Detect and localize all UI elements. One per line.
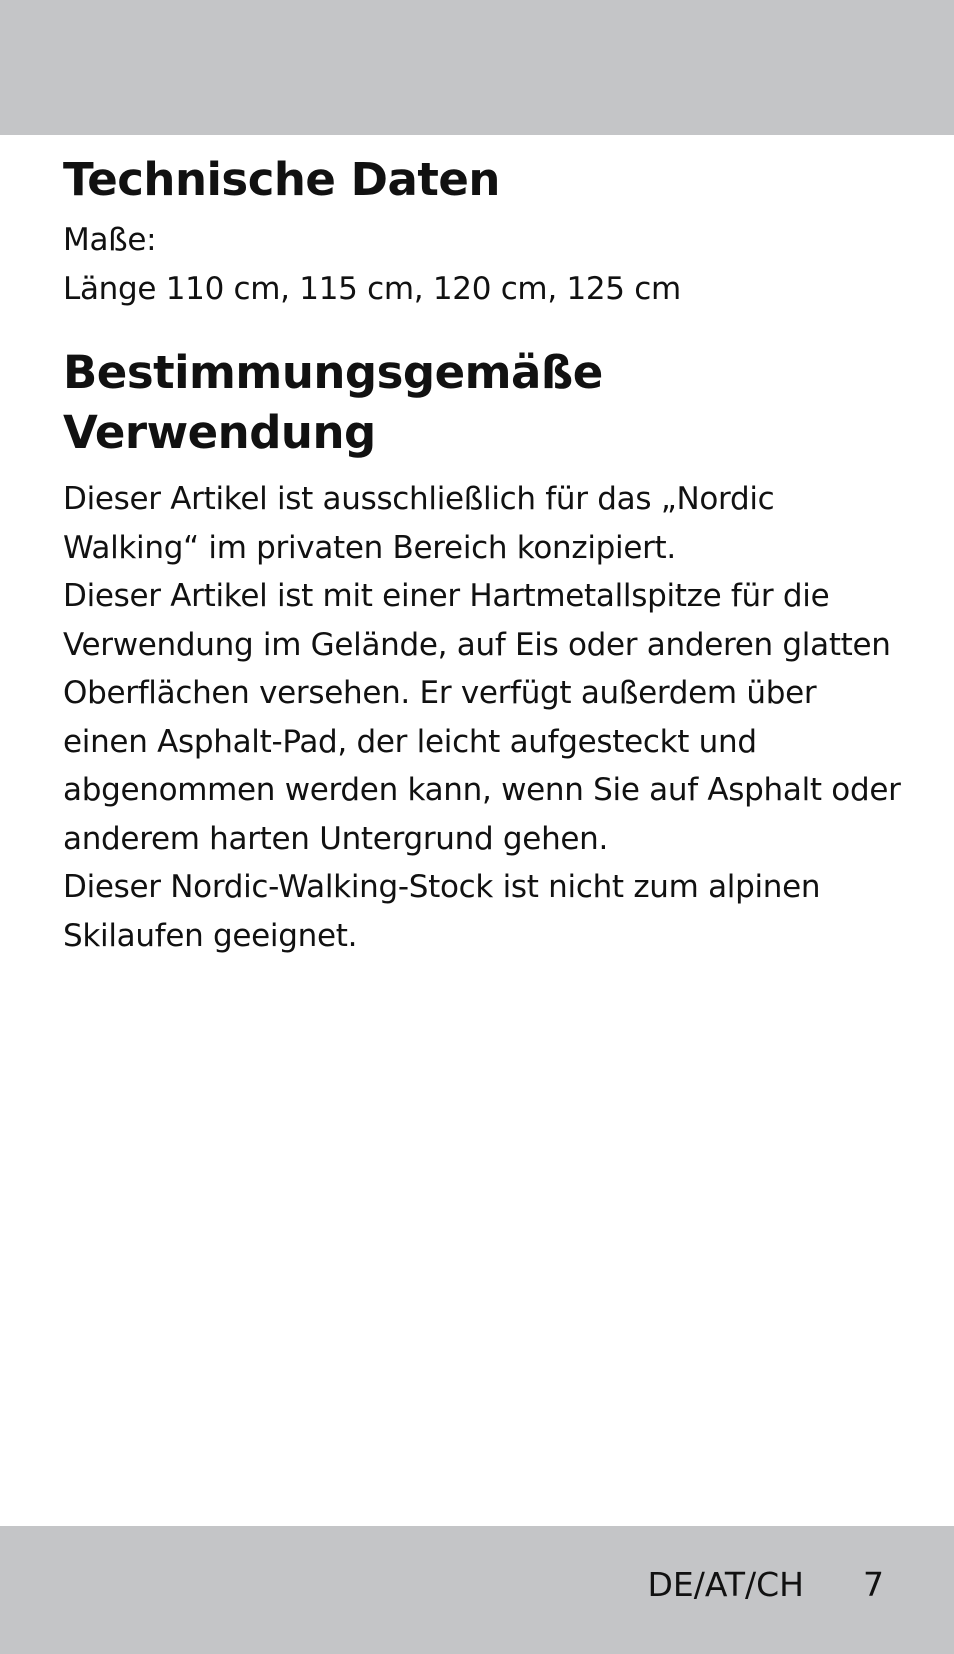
intended-use-heading-line2: Verwendung [63,406,376,459]
footer-page-number: 7 [863,1565,884,1604]
intended-use-paragraph-2: Dieser Artikel ist mit einer Hartmetallspitze für die Verwendung im Gelände, auf Eis oder anderen glatten Oberflächen versehen. Er verfügt außerdem über einen Asphalt-Pad, der leicht aufgesteckt und abgenommen werden kann, wenn Sie auf Asphalt oder anderem harten Untergrund gehen. [63,578,901,857]
footer-region-label: DE/AT/CH [647,1565,804,1604]
dimensions-label: Maße: [63,222,157,258]
intended-use-heading [63,343,903,463]
intended-use-heading-line1: Bestimmungsgemäße [63,346,603,399]
page-content [63,152,903,960]
footer-band [0,1526,954,1654]
technical-data-heading: Technische Daten [63,153,500,206]
dimensions-value: Länge 110 cm, 115 cm, 120 cm, 125 cm [63,270,681,307]
intended-use-paragraph-1: Dieser Artikel ist ausschließlich für das „Nordic Walking“ im privaten Bereich konzipiert. [63,481,775,566]
intended-use-paragraph-3: Dieser Nordic-Walking-Stock ist nicht zum alpinen Skilaufen geeignet. [63,869,821,954]
header-band [0,0,954,135]
